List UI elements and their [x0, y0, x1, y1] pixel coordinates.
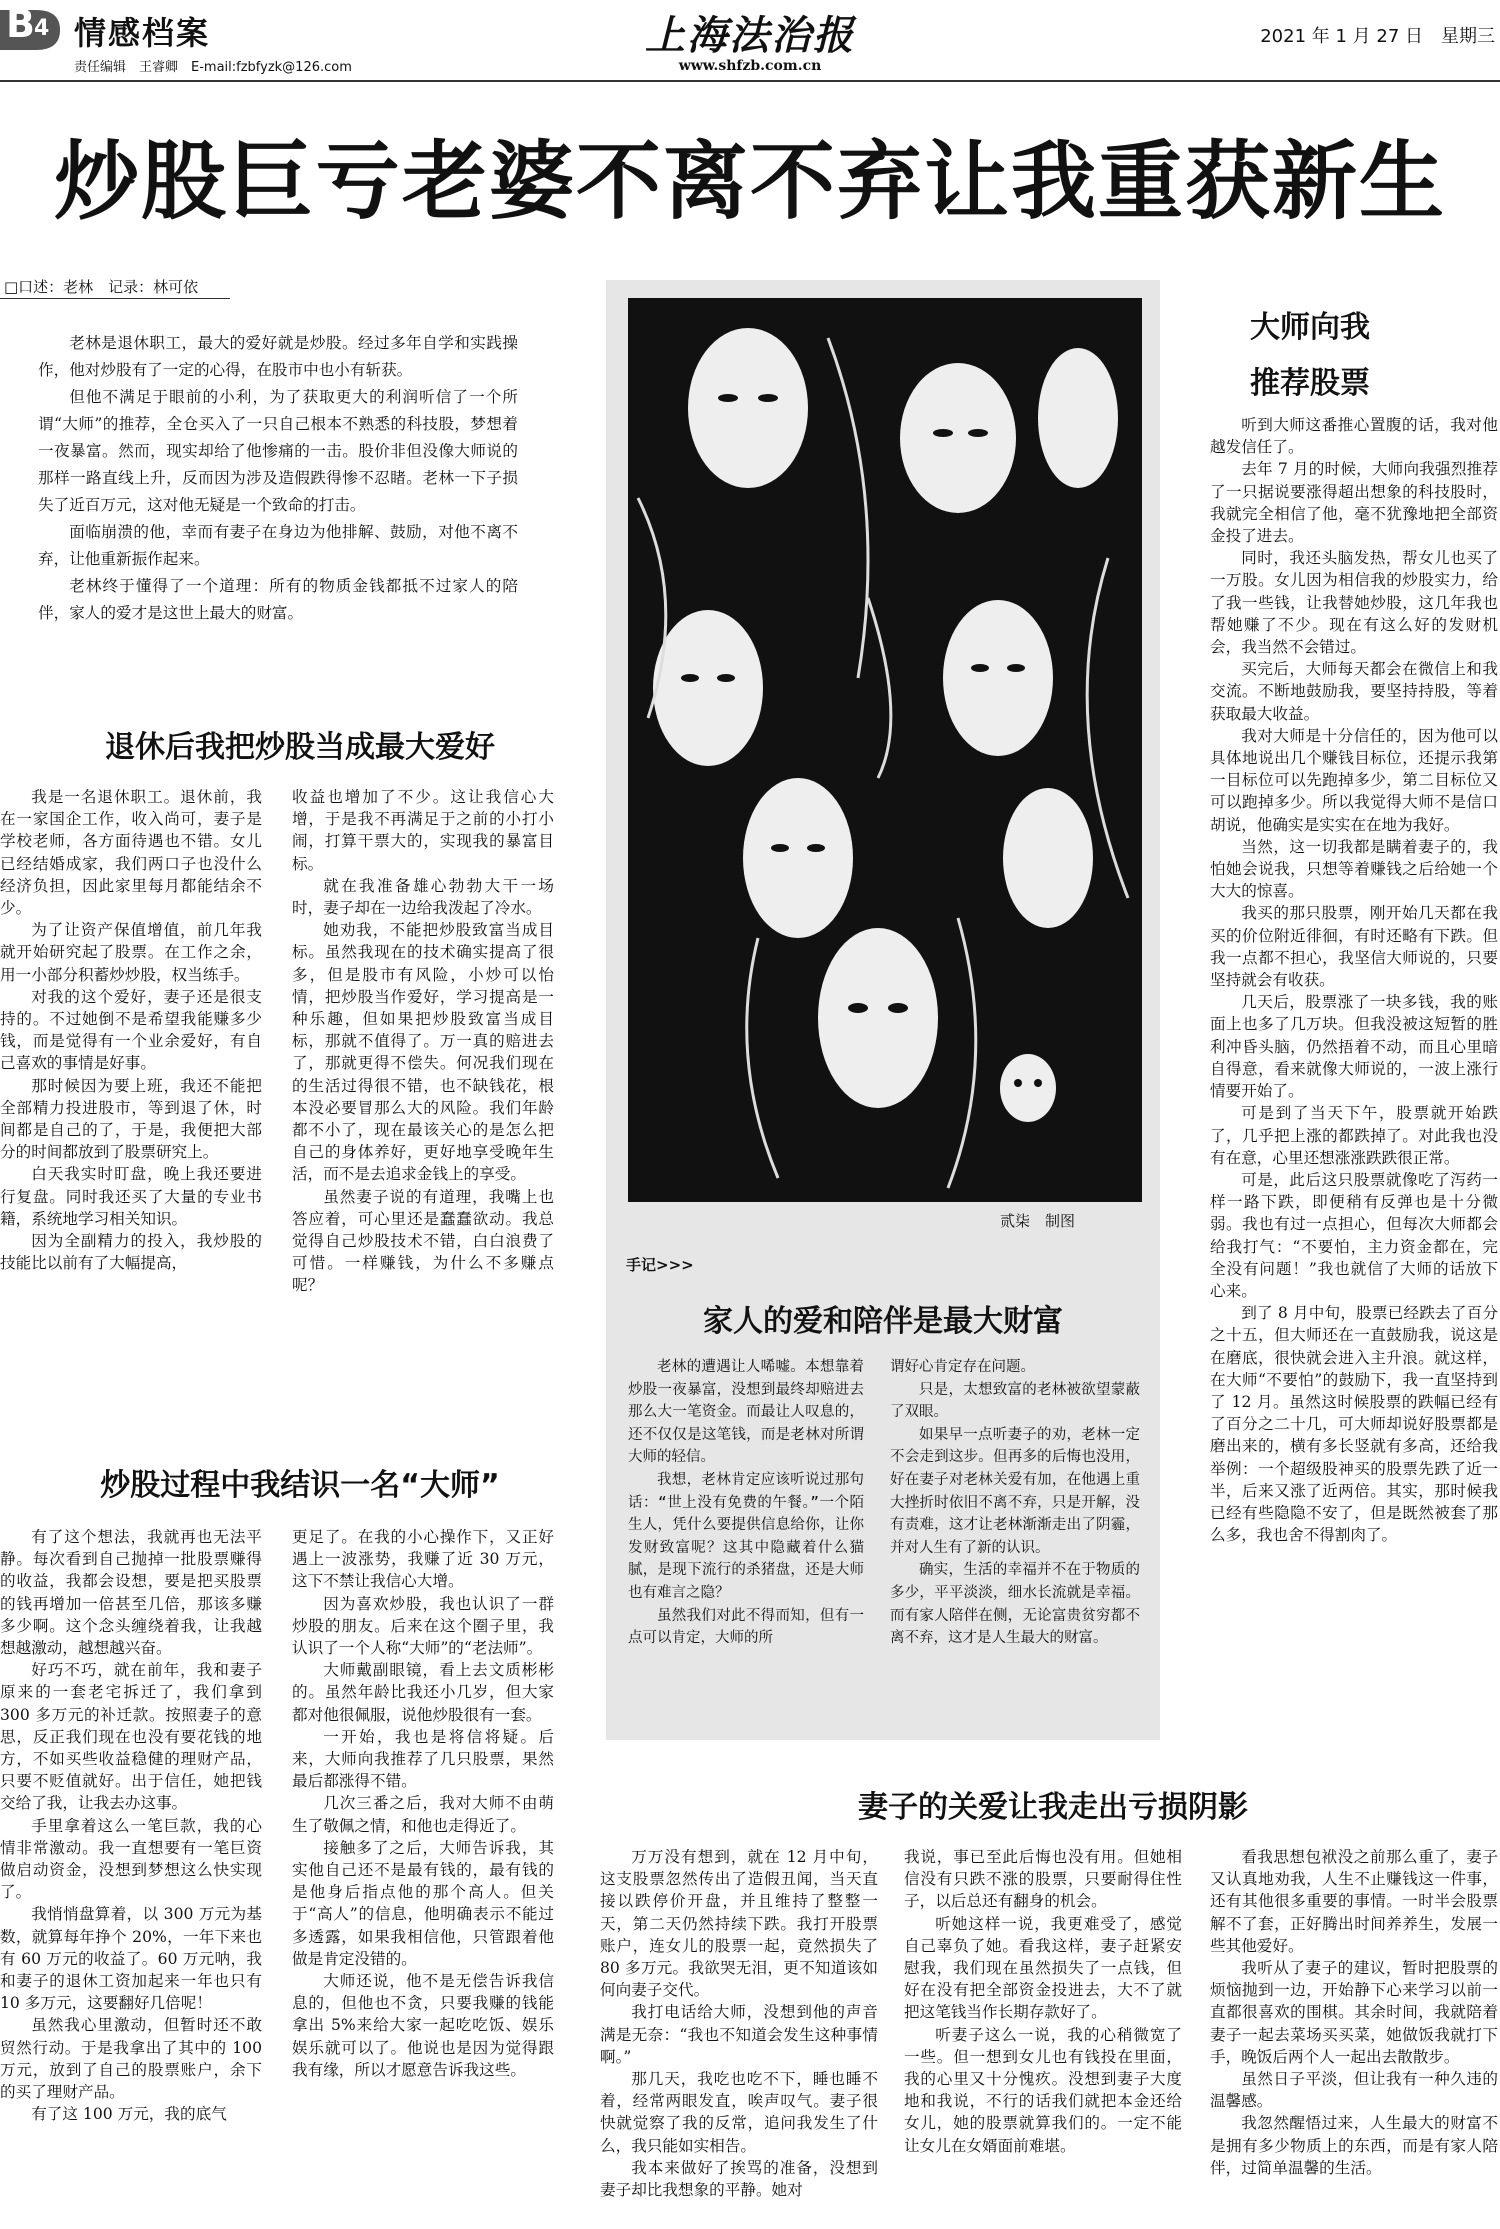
paragraph: 如果早一点听妻子的劝，老林一定不会走到这步。但再多的后悔也没用，好在妻子对老林关爱有加，在他遇上重大挫折时依旧不离不弃，只是开解，没有责难，这才让老林渐渐走出了阴霾，并对人生有了新的认识。: [890, 1426, 1140, 1556]
paragraph: 万万没有想到，就在 12 月中旬，这支股票忽然传出了造假丑闻，当天直接以跌停价开盘，并且维持了整整一天，第二天仍然持续下跌。我打开股票账户，连女儿的股票一起，竟然损失了 80 多万元。我欲哭无泪，更不知道该如何向妻子交代。: [600, 1848, 878, 2000]
sidebar-column-1: [628, 1356, 864, 1650]
paragraph: 我本来做好了挨骂的准备，没想到妻子却比我想象的平静。她对: [600, 2158, 878, 2200]
paragraph: 好巧不巧，就在前年，我和妻子原来的一套老宅拆迁了，我们拿到 300 多万元的补迁款。按照妻子的意思，反正我们现在也没有要花钱的地方，不如买些收益稳健的理财产品，只要不贬值就好。出于信任，她把钱交给了我，让我去办这事。: [0, 1661, 262, 1813]
paragraph: 我买的那只股票，刚开始几天都在我买的价位附近徘徊，有时还略有下跌。但我一点都不担心，我坚信大师说的，只要坚持就会有收获。: [1210, 904, 1498, 990]
paragraph: 谓好心肯定存在问题。: [890, 1359, 1035, 1375]
paragraph: 那几天，我吃也吃不下，睡也睡不着，经常两眼发直，唉声叹气。妻子很快就觉察了我的反常，追问我发生了什么，我只能如实相告。: [600, 2070, 878, 2155]
paragraph: 一开始，我也是将信将疑。后来，大师向我推荐了几只股票，果然最后都涨得不错。: [292, 1727, 554, 1791]
section3-title-line1: 大师向我: [1250, 310, 1370, 345]
section3-column: [1210, 414, 1498, 1546]
sidebar-title: 家人的爱和陪伴是最大财富: [703, 1304, 1063, 1339]
paragraph: 大师还说，他不是无偿告诉我信息的，但他也不贪，只要我赚的钱能拿出 5%来给大家一起吃吃饭、娱乐娱乐就可以了。他说也是因为觉得跟我有缘，所以才愿意告诉我这些。: [292, 1972, 554, 2079]
paragraph: 因为喜欢炒股，我也认识了一群炒股的朋友。后来在这个圈子里，我认识了一个人称“大师”的“老法师”。: [292, 1594, 554, 1658]
section2-column-2: [292, 1526, 554, 2081]
paragraph: 她劝我，不能把炒股致富当成目标。虽然我现在的技术确实提高了很多，但是股市有风险，小炒可以怡情，把炒股当作爱好，学习提高是一种乐趣，但如果把炒股致富当成目标，那就不值得了。万一真的赔进去了，那就更得不偿失。何况我们现在的生活过得很不错，也不缺钱花，根本没必要冒那么大的风险。我们年龄都不小了，现在最该关心的是怎么把自己的身体养好，更好地享受晚年生活，而不是去追求金钱上的享受。: [292, 921, 554, 1184]
paragraph: 大师戴副眼镜，看上去文质彬彬的。虽然年龄比我还小几岁，但大家都对他很佩服，说他炒股很有一套。: [292, 1661, 554, 1724]
masthead-logo: 上海法治报: [645, 12, 855, 59]
paragraph: 我打电话给大师，没想到他的声音满是无奈：“我也不知道会发生这种事情啊。”: [600, 2003, 878, 2066]
paragraph: 听妻子这么一说，我的心稍微宽了一些。但一想到女儿也有钱投在里面，我的心里又十分愧疚。没想到妻子大度地和我说，不行的话我们就把本金还给女儿，她的股票就算我们的。一定不能让女儿在女婿面前难堪。: [904, 2025, 1182, 2155]
sidebar-label: 手记>>>: [626, 1256, 694, 1274]
section-name: 情感档案: [74, 14, 211, 52]
section2-column-1: [0, 1526, 262, 2125]
byline: □口述：老林 记录：林可依: [4, 278, 199, 296]
paragraph: 我是一名退休职工。退休前，我在一家国企工作，收入尚可，妻子是学校老师，各方面待遇也不错。女儿已经结婚成家，我们两口子也没什么经济负担，因此家里每月都能结余不少。: [0, 788, 262, 918]
paragraph: 白天我实时盯盘，晚上我还要进行复盘。同时我还买了大量的专业书籍，系统地学习相关知识。: [0, 1165, 262, 1228]
paragraph: 同时，我还头脑发热，帮女儿也买了一万股。女儿因为相信我的炒股实力，给了我一些钱，让我替她炒股，这几年我也帮她赚了不少。现在有这么好的发财机会，我当然不会错过。: [1210, 549, 1498, 657]
paragraph: 对我的这个爱好，妻子还是很支持的。不过她倒不是希望我能赚多少钱，而是觉得有一个业余爱好，有自己喜欢的事情是好事。: [0, 987, 262, 1073]
paragraph: 虽然日子平淡，但让我有一种久违的温馨感。: [1210, 2070, 1498, 2111]
lead-paragraph: 面临崩溃的他，幸而有妻子在身边为他排解、鼓励，对他不离不弃，让他重新振作起来。: [38, 523, 518, 568]
headline: 炒股巨亏老婆不离不弃让我重获新生: [53, 133, 1446, 232]
paragraph: 我听从了妻子的建议，暂时把股票的烦恼抛到一边，开始静下心来学习以前一直都很喜欢的围棋。其余时间，我就陪着妻子一起去菜场买买菜，她做饭我就打下手，晚饭后两个人一起出去散散步。: [1210, 1959, 1498, 2066]
section3-title-line2: 推荐股票: [1250, 366, 1370, 401]
paragraph: 只是，太想致富的老林被欲望蒙蔽了双眼。: [890, 1381, 1140, 1421]
paragraph: 有了这 100 万元，我的底气: [31, 2105, 227, 2124]
paragraph: 为了让资产保值增值，前几年我就开始研究起了股票。在工作之余，用一小部分积蓄炒炒股，权当练手。: [0, 921, 262, 984]
editor-info: 责任编辑 王睿卿 E-mail:fzbfyzk@126.com: [74, 60, 352, 75]
paragraph: 听到大师这番推心置腹的话，我对他越发信任了。: [1210, 416, 1498, 457]
lead-paragraph: 但他不满足于眼前的小利，为了获取更大的利润听信了一个所谓“大师”的推荐，全仓买入了一只自己根本不熟悉的科技股，梦想着一夜暴富。然而，现实却给了他惨痛的一击。股价非但没像大师说的那样一路直线上升，反而因为涉及造假跌得惨不忍睹。老林一下子损失了近百万元，这对他无疑是一个致命的打击。: [38, 388, 518, 514]
section1-title: 退休后我把炒股当成最大爱好: [105, 730, 495, 765]
section4-column-1: [600, 1846, 878, 2201]
paragraph: 虽然我们对此不得而知，但有一点可以肯定，大师的所: [628, 1607, 864, 1647]
website: www.shfzb.com.cn: [678, 58, 822, 74]
paragraph: 我忽然醒悟过来，人生最大的财富不是拥有多少物质上的东西，而是有家人陪伴，过简单温馨的生活。: [1210, 2114, 1498, 2177]
illustration-art: [628, 298, 1142, 1202]
page-number-badge: [0, 2, 60, 50]
section1-column-1: [0, 786, 262, 1274]
page-letter: B: [6, 2, 35, 46]
byline-rule: [0, 298, 230, 299]
paragraph: 我悄悄盘算着，以 300 万元为基数，就算每年挣个 20%，一年下来也有 60 万元的收益了。60 万元呐，我和妻子的退休工资加起来一年也只有 10 多万元，这要翻好几倍呢！: [0, 1905, 262, 2013]
sidebar-column-2: [890, 1356, 1140, 1650]
paragraph: 更足了。在我的小心操作下，又正好遇上一波涨势，我赚了近 30 万元，这下不禁让我信心大增。: [292, 1528, 554, 1591]
section4-column-3: [1210, 1846, 1498, 2179]
lead-paragraph: 老林是退休职工，最大的爱好就是炒股。经过多年自学和实践操作，他对炒股有了一定的心得，在股市中也小有斩获。: [38, 334, 518, 379]
paragraph: 我想，老林肯定应该听说过那句话：“世上没有免费的午餐。”一个陌生人，凭什么要提供信息给你，让你发财致富呢？这其中隐藏着什么猫腻，是现下流行的杀猪盘，还是大师也有难言之隐？: [628, 1471, 864, 1601]
paragraph: 可是，此后这只股票就像吃了泻药一样一路下跌，即便稍有反弹也是十分微弱。我也有过一点担心，但每次大师都会给我打气：“不要怕，主力资金都在，完全没有问题！”我也就信了大师的话放下心来。: [1210, 1170, 1498, 1300]
issue-date: 2021 年 1 月 27 日 星期三: [1260, 26, 1495, 47]
lead-paragraph: 老林终于懂得了一个道理：所有的物质金钱都抵不过家人的陪伴，家人的爱才是这世上最大的财富。: [38, 577, 518, 622]
illustration: [628, 298, 1142, 1202]
section4-title: 妻子的关爱让我走出亏损阴影: [858, 1790, 1248, 1825]
paragraph: 就在我准备雄心勃勃大干一场时，妻子却在一边给我泼起了冷水。: [292, 876, 554, 918]
paragraph: 去年 7 月的时候，大师向我强烈推荐了一只据说要涨得超出想象的科技股时，我就完全相信了他，毫不犹豫地把全部资金投了进去。: [1210, 460, 1498, 546]
section4-column-2: [904, 1846, 1182, 2157]
section1-column-2: [292, 786, 554, 1297]
paragraph: 手里拿着这么一笔巨款，我的心情非常激动。我一直想要有一笔巨资做启动资金，没想到梦想这么快实现了。: [0, 1816, 262, 1902]
paragraph: 收益也增加了不少。这让我信心大增，于是我不再满足于之前的小打小闹，打算干票大的，实现我的暴富目标。: [292, 788, 554, 873]
section2-title: 炒股过程中我结识一名“大师”: [100, 1468, 500, 1503]
paragraph: 我说，事已至此后悔也没有用。但她相信没有只跌不涨的股票，只要耐得住性子，以后总还有翻身的机会。: [904, 1848, 1182, 1911]
paragraph: 虽然妻子说的有道理，我嘴上也答应着，可心里还是蠢蠢欲动。我总觉得自己炒股技术不错，白白浪费了可惜。一样赚钱，为什么不多赚点呢？: [292, 1187, 554, 1295]
paragraph: 因为全副精力的投入，我炒股的技能比以前有了大幅提高，: [0, 1232, 262, 1273]
paragraph: 买完后，大师每天都会在微信上和我交流。不断地鼓励我，要坚持持股，等着获取最大收益。: [1210, 660, 1498, 723]
paragraph: 可是到了当天下午，股票就开始跌了，几乎把上涨的都跌掉了。对此我也没有在意，心里还想涨涨跌跌很正常。: [1210, 1104, 1498, 1167]
paragraph: 虽然我心里激动，但暂时还不敢贸然行动。于是我拿出了其中的 100 万元，放到了自己的股票账户，余下的买了理财产品。: [0, 2016, 262, 2102]
paragraph: 到了 8 月中旬，股票已经跌去了百分之十五，但大师还在一直鼓励我，说这是在磨底，很快就会进入主升浪。就这样，在大师“不要怕”的鼓励下，我一直坚持到了 12 月。虽然这时候股票的跌幅已经有了百分之二十几，可大师却说好股票都是磨出来的，横有多长竖就有多高，还给我举例：一个超级股神买的股票先跌了近一半，后来又涨了近两倍。其实，那时候我已经有些隐隐不安了，但是既然被套了那么多，我也舍不得割肉了。: [1210, 1304, 1498, 1545]
paragraph: 几天后，股票涨了一块多钱，我的账面上也多了几万块。但我没被这短暂的胜利冲昏头脑，仍然捂着不动，而且心里暗自得意，看来就像大师说的，一波上涨行情要开始了。: [1210, 993, 1498, 1101]
paragraph: 当然，这一切我都是瞒着妻子的，我怕她会说我，只想等着赚钱之后给她一个大大的惊喜。: [1210, 837, 1498, 901]
paragraph: 有了这个想法，我就再也无法平静。每次看到自己抛掉一批股票赚得的收益，我都会设想，要是把买股票的钱再增加一倍甚至几倍，那该多赚多少啊。这个念头缠绕着我，让我越想越激动，越想越兴奋。: [0, 1528, 262, 1658]
lead-paragraphs: [38, 330, 518, 627]
paragraph: 听她这样一说，我更难受了，感觉自己辜负了她。看我这样，妻子赶紧安慰我，我们现在虽然损失了一点钱，但好在没有把全部资金投进去，大不了就把这笔钱当作长期存款好了。: [904, 1914, 1182, 2022]
page-number: 4: [34, 16, 50, 41]
paragraph: 看我思想包袱没之前那么重了，妻子又认真地劝我，人生不止赚钱这一件事，还有其他很多重要的事情。一时半会股票解不了套，正好腾出时间养养生，发展一些其他爱好。: [1210, 1848, 1498, 1955]
illustration-credit: 贰柒 制图: [1000, 1212, 1076, 1230]
paragraph: 接触多了之后，大师告诉我，其实他自己还不是最有钱的，最有钱的是他身后指点他的那个高人。但关于“高人”的信息，他明确表示不能过多透露，如果我相信他，只管跟着他做是肯定没错的。: [292, 1838, 554, 1968]
paragraph: 确实，生活的幸福并不在于物质的多少，平平淡淡，细水长流就是幸福。而有家人陪伴在侧，无论富贵贫穷都不离不弃，这才是人生最大的财富。: [890, 1562, 1140, 1647]
paragraph: 我对大师是十分信任的，因为他可以具体地说出几个赚钱目标位，还提示我第一目标位可以先跑掉多少，第二目标位又可以跑掉多少。所以我觉得大师不是信口胡说，他确实是实实在在地为我好。: [1210, 726, 1498, 834]
paragraph: 老林的遭遇让人唏嘘。本想靠着炒股一夜暴富，没想到最终却赔进去那么大一笔资金。而最让人叹息的，还不仅仅是这笔钱，而是老林对所谓大师的轻信。: [628, 1359, 864, 1466]
paragraph: 那时候因为要上班，我还不能把全部精力投进股市，等到退了休，时间都是自己的了，于是，我便把大部分的时间都放到了股票研究上。: [0, 1076, 262, 1162]
masthead-rule: [0, 80, 1500, 82]
paragraph: 几次三番之后，我对大师不由萌生了敬佩之情，和他也走得近了。: [292, 1794, 554, 1835]
